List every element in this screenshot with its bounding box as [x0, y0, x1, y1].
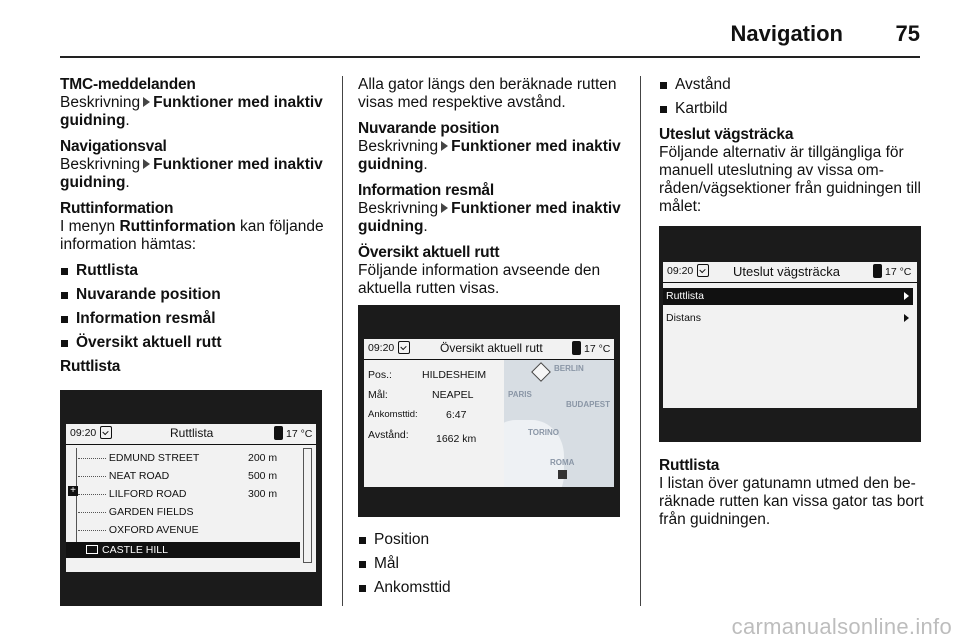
bullet-item: Ruttlista [60, 262, 328, 280]
map-label: BUDAPEST [566, 400, 611, 409]
heading-ruttinformation: Ruttinformation [60, 200, 174, 217]
field-value: HILDESHEIM [422, 369, 487, 381]
lcd-title: Uteslut vägsträcka [733, 264, 840, 279]
thermometer-icon [572, 341, 581, 355]
lcd-separator [663, 282, 917, 283]
desc-tmc: Beskrivning Funktioner med inaktiv guidning. [60, 94, 323, 129]
lcd-status-bar [364, 339, 614, 359]
overview-text: Följande information avseende den aktuella rutten visas. [358, 262, 601, 297]
street-distance: 200 m [248, 452, 278, 464]
map-label: ROMA [550, 458, 575, 467]
page-footer [0, 612, 960, 642]
route-info-text [60, 218, 328, 254]
street-name: CASTLE HILL [102, 544, 168, 556]
lcd-time: 09:20 [667, 265, 694, 277]
lcd-temp: 17 °C [584, 343, 611, 355]
route-row[interactable] [78, 524, 288, 536]
heading-uteslut: Uteslut vägsträcka [659, 126, 794, 143]
lcd-display [66, 424, 316, 572]
clock-icon [697, 264, 709, 277]
field-value: 1662 km [436, 433, 477, 445]
menu-name: Ruttinformation [119, 218, 236, 235]
bullet-item: Kartbild [659, 100, 927, 118]
desc-position: Beskrivning Funktioner med inaktiv guidning. [358, 138, 621, 173]
lcd-time: 09:20 [70, 427, 97, 439]
scrollbar[interactable] [303, 448, 312, 563]
heading-ruttlista-2: Ruttlista [659, 457, 720, 474]
screen-ruttlista [60, 390, 322, 606]
street-name: OXFORD AVENUE [108, 524, 199, 536]
ref-link[interactable]: Funktioner med inaktiv guidning [60, 156, 323, 191]
chevron-right-icon [904, 292, 909, 300]
lcd-title: Ruttlista [170, 426, 214, 440]
field-value: NEAPEL [432, 389, 474, 401]
field-label: Mål: [368, 389, 388, 401]
text-part: kan följande information hämtas: [60, 218, 324, 253]
column-divider-2 [640, 76, 641, 606]
lcd-title: Översikt aktuell rutt [440, 341, 543, 355]
page-header [60, 14, 920, 58]
page-number: 75 [895, 21, 920, 46]
heading-nuvarande-position: Nuvarande position [358, 120, 500, 137]
lcd-status-bar [66, 424, 316, 444]
ref-arrow-icon [441, 141, 448, 151]
lcd-display [364, 339, 614, 487]
ref-arrow-icon [143, 159, 150, 169]
bullet-item: Nuvarande position [60, 286, 328, 304]
thermometer-icon [873, 264, 882, 278]
map-label: TORINO [528, 428, 559, 437]
thermometer-icon [274, 426, 283, 440]
menu-row[interactable] [663, 310, 913, 327]
heading-tmc: TMC-meddelanden [60, 76, 196, 93]
bullet-item: Översikt aktuell rutt [60, 334, 328, 352]
desc-navigationsval: Beskrivning Funktioner med inaktiv guidning. [60, 156, 323, 191]
field-value: 6:47 [446, 409, 467, 421]
clock-icon [100, 426, 112, 439]
screen-oversikt [358, 305, 620, 517]
column-2-bullets [358, 531, 626, 603]
watermark: carmanualsonline.info [731, 614, 952, 639]
ref-link[interactable]: Funktioner med inaktiv guidning [358, 138, 621, 173]
bullet-item: Avstånd [659, 76, 927, 94]
header-rule [60, 56, 920, 58]
column-3 [659, 76, 927, 224]
ref-arrow-icon [143, 97, 150, 107]
column-1 [60, 76, 328, 376]
bullet-item: Ankomsttid [358, 579, 626, 597]
lcd-temp: 17 °C [885, 266, 912, 278]
section-title: Navigation [730, 21, 843, 46]
lcd-separator [66, 444, 316, 445]
exclude-text: Följande alternativ är tillgängliga för manuell uteslutning av vissa områden/vägsektioner från guidningen till målet: [659, 144, 921, 215]
warning-icon [531, 362, 551, 382]
map-label: BERLIN [554, 364, 584, 373]
column-divider-1 [342, 76, 343, 606]
street-name: EDMUND STREET [108, 452, 200, 464]
intro-text: Alla gator längs den beräknade rutten visas med respektive avstånd. [358, 76, 617, 111]
castle-icon [86, 545, 98, 554]
ref-link[interactable]: Funktioner med inaktiv guidning [358, 200, 621, 235]
route-map[interactable] [504, 360, 614, 487]
street-distance: 300 m [248, 488, 278, 500]
field-label: Avstånd: [368, 429, 409, 441]
lcd-temp: 17 °C [286, 428, 313, 440]
field-label: Ankomsttid: [368, 409, 418, 420]
ruttlista-text: I listan över gatunamn utmed den beräknade rutten kan vissa gator tas bort från guidningen. [659, 475, 924, 528]
desc-label: Beskrivning [60, 156, 141, 173]
route-row[interactable] [78, 470, 288, 482]
screen-uteslut [659, 226, 921, 442]
field-label: Pos.: [368, 369, 392, 381]
map-label: PARIS [508, 390, 532, 399]
desc-label: Beskrivning [60, 94, 141, 111]
desc-label: Beskrivning [358, 138, 439, 155]
street-name: NEAT ROAD [108, 470, 170, 482]
column-2 [358, 76, 626, 306]
street-name: GARDEN FIELDS [108, 506, 194, 518]
desc-destination: Beskrivning Funktioner med inaktiv guidning. [358, 200, 621, 235]
lcd-display [663, 262, 917, 408]
route-row[interactable] [78, 452, 288, 464]
bullet-item: Information resmål [60, 310, 328, 328]
lcd-time: 09:20 [368, 342, 395, 354]
ref-arrow-icon [441, 203, 448, 213]
street-name: LILFORD ROAD [108, 488, 187, 500]
plus-icon[interactable]: + [68, 486, 78, 496]
bullet-item: Mål [358, 555, 626, 573]
heading-oversikt: Översikt aktuell rutt [358, 244, 500, 261]
heading-navigationsval: Navigationsval [60, 138, 167, 155]
street-distance: 500 m [248, 470, 278, 482]
heading-ruttlista: Ruttlista [60, 358, 121, 375]
destination-flag-icon [558, 470, 567, 479]
bullet-item: Position [358, 531, 626, 549]
menu-label: Ruttlista [666, 290, 704, 302]
route-row[interactable] [78, 488, 288, 500]
heading-information-resmal: Information resmål [358, 182, 494, 199]
route-row-selected[interactable] [66, 542, 300, 558]
menu-label: Distans [666, 312, 702, 324]
ref-link[interactable]: Funktioner med inaktiv guidning [60, 94, 323, 129]
text-part: I menyn [60, 218, 116, 235]
column-3-bottom [659, 457, 927, 529]
clock-icon [398, 341, 410, 354]
lcd-status-bar [663, 262, 917, 282]
desc-label: Beskrivning [358, 200, 439, 217]
chevron-right-icon [904, 314, 909, 322]
route-row[interactable] [78, 506, 288, 518]
menu-row-selected[interactable] [663, 288, 913, 305]
